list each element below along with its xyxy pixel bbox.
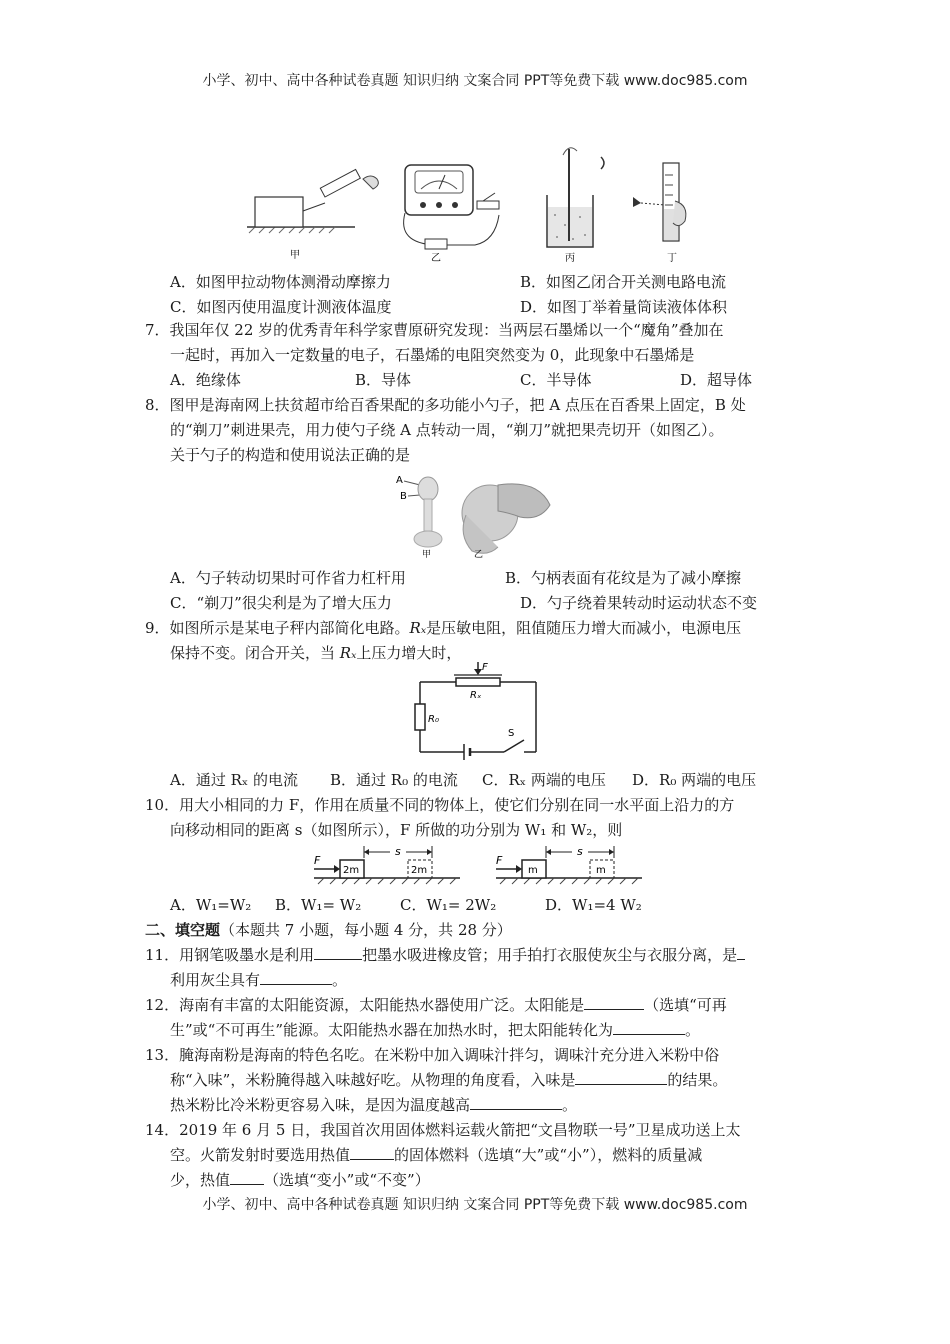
q9-circuit — [408, 660, 548, 760]
q9-option-d: D．R₀ 两端的电压 — [632, 771, 757, 789]
q9-var-rx-1: Rₓ — [409, 619, 427, 637]
q12-text-2a: 生”或“不可再生”能源。太阳能热水器在加热水时，把太阳能转化为 — [170, 1021, 614, 1039]
q14-text-3b: （选填“变小”或“不变”） — [264, 1171, 430, 1189]
q8-option-b: B．勺柄表面有花纹是为了减小摩擦 — [505, 569, 742, 587]
q13-line-2 — [170, 1070, 727, 1090]
q9-label-force: F — [482, 662, 488, 673]
q9-line-1-post: 是压敏电阻，阻值随压力增大而减小，电源电压 — [426, 619, 742, 637]
q9-label-r0: R₀ — [428, 714, 439, 725]
fig-label-yi-q8: 乙 — [474, 550, 484, 560]
q12-line-1 — [145, 995, 727, 1015]
q10-line-2: 向移动相同的距离 s（如图所示），F 所做的功分别为 W₁ 和 W₂，则 — [170, 821, 623, 839]
q9-var-rx-2: Rₓ — [339, 644, 357, 662]
q10-label-heavy-2: 2m — [411, 865, 428, 876]
figure-ding — [633, 163, 686, 264]
q13-blank-2[interactable] — [470, 1095, 562, 1110]
q13-text-2a: 称“入味”，米粉腌得越入味越好吃。从物理的角度看，入味是 — [170, 1071, 576, 1089]
q9-option-a: A．通过 Rₓ 的电流 — [170, 771, 299, 789]
fig-point-a: A — [396, 475, 403, 486]
q8-line-2: 的“剃刀”刺进果壳，用力使勺子绕 A 点转动一周，“剃刀”就把果壳切开（如图乙）。 — [170, 421, 724, 439]
q8-line-1: 8．图甲是海南网上扶贫超市给百香果配的多功能小勺子，把 A 点压在百香果上固定，B 处 — [145, 396, 746, 414]
q14-blank-1[interactable] — [350, 1145, 394, 1160]
q7-option-c: C．半导体 — [520, 371, 592, 389]
q8-option-c: C．“剃刀”很尖利是为了增大压力 — [170, 594, 392, 612]
q13-line-3 — [170, 1095, 577, 1115]
q8-option-a: A．勺子转动切果时可作省力杠杆用 — [170, 569, 406, 587]
q9-line-2-post: 上压力增大时， — [356, 644, 462, 662]
q12-blank-1[interactable] — [584, 995, 644, 1010]
q13-text-3b: 。 — [562, 1096, 578, 1114]
fig-label-jia-q8: 甲 — [422, 550, 432, 560]
q6-option-b: B．如图乙闭合开关测电路电流 — [520, 273, 727, 291]
q11-text-1b: 把墨水吸进橡皮管；用手拍打衣服使灰尘与衣服分离，是 — [362, 946, 738, 964]
figure-jia — [247, 169, 378, 261]
section-2-heading — [145, 920, 512, 940]
q12-text-1b: （选填“可再 — [644, 996, 727, 1014]
q6-option-d: D．如图丁举着量筒读液体体积 — [520, 298, 728, 316]
figure-bing — [547, 148, 604, 264]
q9-line-1 — [145, 618, 741, 638]
q11-line-1 — [145, 945, 745, 965]
q11-blank-3[interactable] — [260, 970, 332, 985]
q9-line-2-pre: 保持不变。闭合开关，当 — [170, 644, 340, 662]
q14-line-1: 14．2019 年 6 月 5 日，我国首次用固体燃料运载火箭把“文昌物联一号”卫星成功送上太 — [145, 1121, 741, 1139]
q11-text-2b: 。 — [332, 971, 348, 989]
q8-line-3: 关于勺子的构造和使用说法正确的是 — [170, 446, 411, 464]
fig-point-b: B — [400, 491, 407, 502]
q10-label-force-2: F — [496, 854, 503, 867]
q14-text-2b: 的固体燃料（选填“大”或“小”），燃料的质量减 — [394, 1146, 703, 1164]
q10-label-distance-2: s — [577, 845, 583, 858]
q9-line-1-pre: 9．如图所示是某电子秤内部简化电路。 — [145, 619, 410, 637]
q13-text-2b: 的结果。 — [667, 1071, 728, 1089]
q11-blank-2[interactable] — [737, 945, 745, 960]
q6-figure — [245, 145, 705, 265]
q12-blank-2[interactable] — [613, 1020, 685, 1035]
q8-figure — [390, 465, 555, 560]
q13-line-1: 13．腌海南粉是海南的特色名吃。在米粉中加入调味汁拌匀，调味汁充分进入米粉中俗 — [145, 1046, 720, 1064]
q11-text-1a: 11．用钢笔吸墨水是利用 — [145, 946, 315, 964]
q10-label-light-1: m — [528, 865, 538, 876]
q10-option-b: B．W₁= W₂ — [275, 896, 362, 914]
q7-option-a: A．绝缘体 — [170, 371, 241, 389]
q14-text-3a: 少，热值 — [170, 1171, 231, 1189]
q13-text-3a: 热米粉比冷米粉更容易入味，是因为温度越高 — [170, 1096, 471, 1114]
fig-label-ding: 丁 — [667, 253, 677, 264]
q11-line-2 — [170, 970, 347, 990]
q12-text-1a: 12．海南有丰富的太阳能资源，太阳能热水器使用广泛。太阳能是 — [145, 996, 585, 1014]
section-2-note: （本题共 7 小题，每小题 4 分，共 28 分） — [220, 921, 512, 939]
q10-option-d: D．W₁=4 W₂ — [545, 896, 642, 914]
q13-blank-1[interactable] — [575, 1070, 667, 1085]
q10-option-a: A．W₁=W₂ — [170, 896, 252, 914]
q9-label-switch: S — [508, 728, 515, 739]
fig-label-jia: 甲 — [290, 250, 300, 261]
q7-line-2: 一起时，再加入一定数量的电子，石墨烯的电阻突然变为 0，此现象中石墨烯是 — [170, 346, 695, 364]
section-2-title: 二、填空题 — [145, 921, 221, 939]
q9-option-b: B．通过 R₀ 的电流 — [330, 771, 458, 789]
fig-label-yi: 乙 — [431, 253, 441, 264]
q10-label-heavy-1: 2m — [343, 865, 360, 876]
q14-text-2a: 空。火箭发射时要选用热值 — [170, 1146, 351, 1164]
q8-option-d: D．勺子绕着果转动时运动状态不变 — [520, 594, 758, 612]
q9-label-rx: Rₓ — [470, 690, 482, 701]
q7-option-b: B．导体 — [355, 371, 412, 389]
q10-label-distance-1: s — [395, 845, 401, 858]
q11-text-2a: 利用灰尘具有 — [170, 971, 261, 989]
q14-line-2 — [170, 1145, 702, 1165]
q9-option-c: C．Rₓ 两端的电压 — [482, 771, 606, 789]
q6-option-c: C．如图丙使用温度计测液体温度 — [170, 298, 392, 316]
q7-option-d: D．超导体 — [680, 371, 753, 389]
q7-line-1: 7．我国年仅 22 岁的优秀青年科学家曹原研究发现：当两层石墨烯以一个“魔角”叠加在 — [145, 321, 724, 339]
q12-text-2b: 。 — [685, 1021, 701, 1039]
q10-label-force-1: F — [314, 854, 321, 867]
figure-yi — [404, 165, 499, 264]
fig-label-bing: 丙 — [565, 253, 575, 264]
q10-label-light-2: m — [596, 865, 606, 876]
q14-line-3 — [170, 1170, 430, 1190]
q11-blank-1[interactable] — [314, 945, 362, 960]
page-header: 小学、初中、高中各种试卷真题 知识归纳 文案合同 PPT等免费下载 www.doc985.com — [202, 73, 748, 89]
q12-line-2 — [170, 1020, 700, 1040]
q6-option-a: A．如图甲拉动物体测滑动摩擦力 — [170, 273, 391, 291]
q10-figure — [310, 842, 650, 890]
q10-option-c: C．W₁= 2W₂ — [400, 896, 497, 914]
page-footer: 小学、初中、高中各种试卷真题 知识归纳 文案合同 PPT等免费下载 www.doc985.com — [202, 1197, 748, 1213]
q14-blank-2[interactable] — [230, 1170, 264, 1185]
q10-line-1: 10．用大小相同的力 F，作用在质量不同的物体上，使它们分别在同一水平面上沿力的方 — [145, 796, 735, 814]
